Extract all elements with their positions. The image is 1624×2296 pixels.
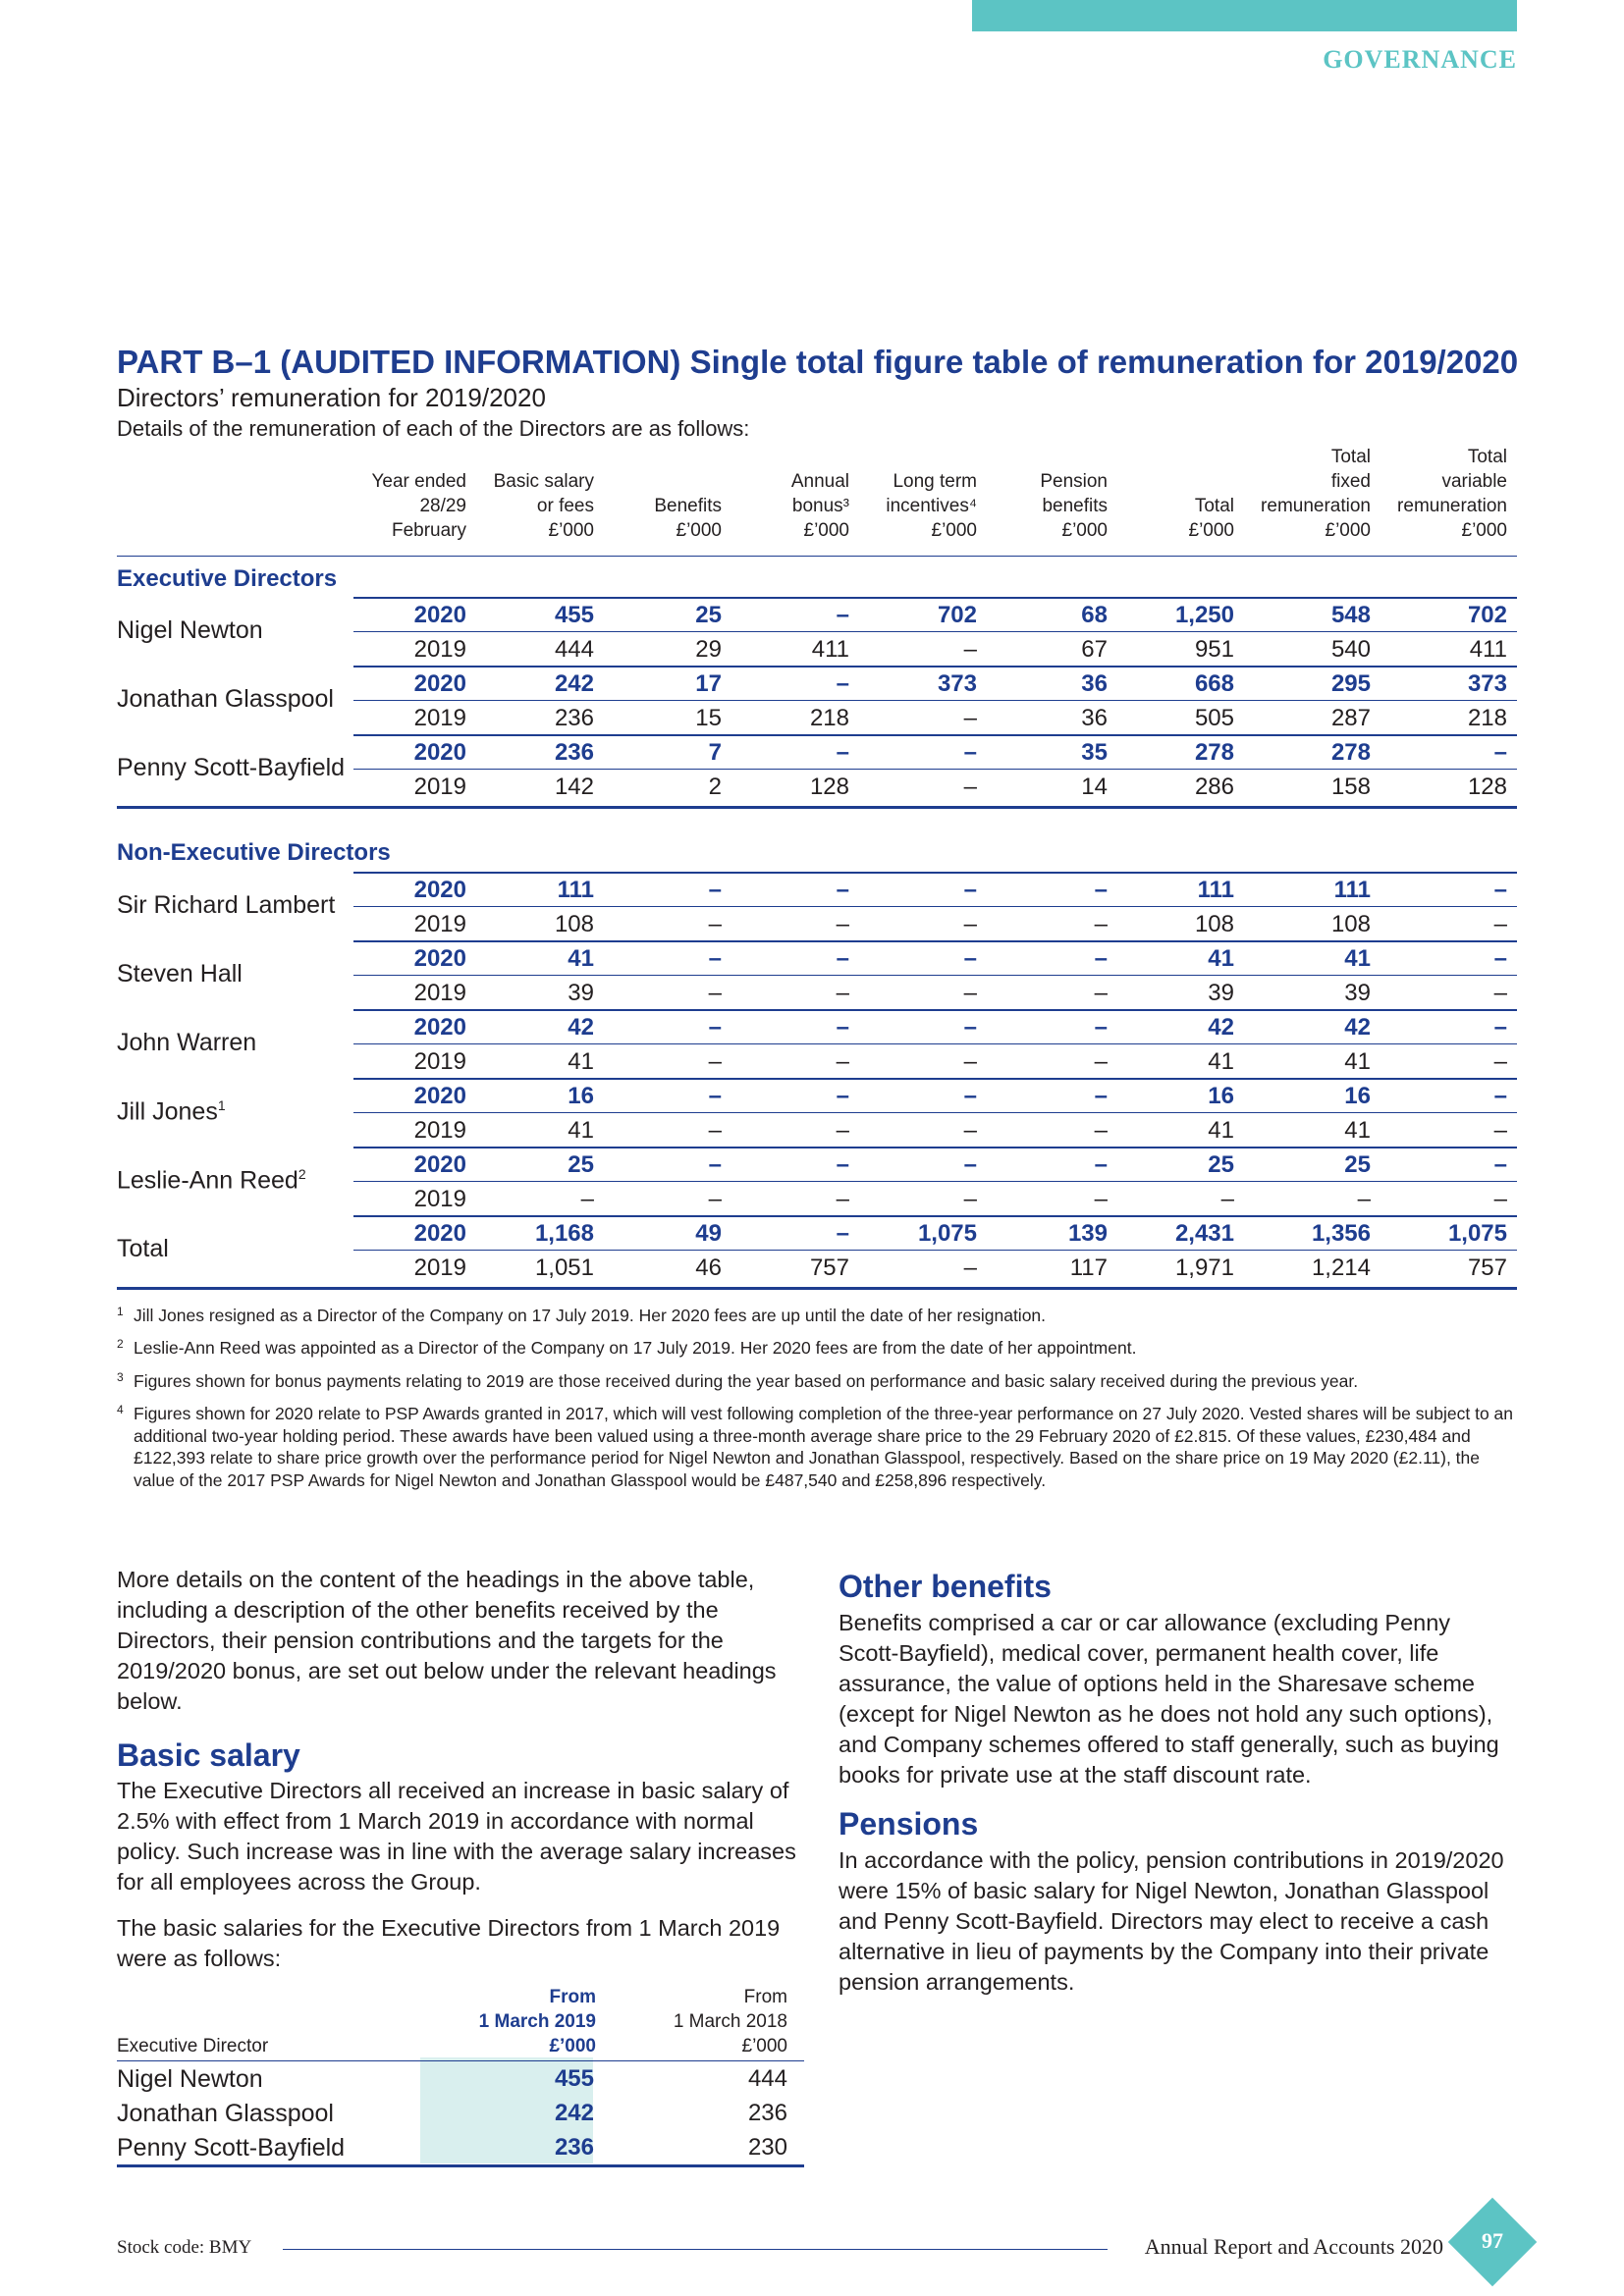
value-cell: 128 bbox=[1467, 774, 1507, 800]
value-cell: 41 bbox=[1208, 1048, 1234, 1075]
value-cell: 757 bbox=[809, 1255, 849, 1281]
value-cell: 1,250 bbox=[1174, 602, 1234, 628]
value-cell: 108 bbox=[1194, 911, 1234, 937]
value-cell: 287 bbox=[1330, 705, 1371, 731]
pensions-paragraph: In accordance with the policy, pension contributions in 2019/2020 were 15% of basic salary for Nigel Newton, Jonathan Glasspool and Penny Scott-Bayfield. Directors may elect to receive a cash alternative in lieu of payments by the Company into their private pension arrangements. bbox=[839, 1847, 1504, 1995]
value-cell: 36 bbox=[1081, 705, 1108, 731]
footnote-ref: 2 bbox=[298, 1166, 306, 1182]
value-cell: – bbox=[1357, 1186, 1371, 1212]
value-cell: 278 bbox=[1330, 739, 1371, 766]
part-heading: PART B–1 (AUDITED INFORMATION) Single total figure table of remuneration for 2019/2020 bbox=[117, 344, 1519, 380]
value-cell: – bbox=[1094, 1083, 1108, 1109]
value-cell: – bbox=[836, 877, 849, 903]
year-cell: 2020 bbox=[413, 1083, 466, 1109]
value-cell: 17 bbox=[695, 670, 722, 697]
value-cell: – bbox=[708, 980, 722, 1006]
year-cell: 2020 bbox=[413, 1014, 466, 1041]
value-cell: 117 bbox=[1069, 1255, 1108, 1281]
value-cell: 41 bbox=[1208, 1117, 1234, 1144]
value-cell: 951 bbox=[1194, 636, 1234, 663]
value-cell: – bbox=[836, 945, 849, 972]
year-cell: 2019 bbox=[413, 911, 466, 937]
director-name-text: Steven Hall bbox=[117, 960, 243, 988]
value-cell: 16 bbox=[1344, 1083, 1371, 1109]
value-cell: 236 bbox=[554, 705, 594, 731]
row-rule bbox=[353, 666, 1517, 667]
value-cell: 1,356 bbox=[1311, 1220, 1371, 1247]
value-cell: – bbox=[1493, 739, 1507, 766]
director-name bbox=[117, 616, 263, 645]
salary-current-value: 455 bbox=[554, 2065, 594, 2092]
table-header-rule bbox=[117, 556, 1517, 557]
value-cell: – bbox=[836, 739, 849, 766]
footnote-number: 2 bbox=[117, 1337, 124, 1351]
director-name bbox=[117, 685, 334, 714]
year-cell: 2019 bbox=[413, 1048, 466, 1075]
director-name-text: Penny Scott-Bayfield bbox=[117, 754, 346, 781]
value-cell: – bbox=[1094, 1117, 1108, 1144]
value-cell: – bbox=[1094, 877, 1108, 903]
salary-header-rule bbox=[117, 2060, 804, 2061]
value-cell: 42 bbox=[1344, 1014, 1371, 1041]
director-name-text: John Warren bbox=[117, 1029, 257, 1056]
row-mid-rule bbox=[353, 975, 1517, 976]
value-cell: – bbox=[708, 911, 722, 937]
value-cell: 41 bbox=[1344, 945, 1371, 972]
year-cell: 2020 bbox=[413, 602, 466, 628]
value-cell: 2 bbox=[708, 774, 722, 800]
value-cell: 25 bbox=[1344, 1151, 1371, 1178]
value-cell: 158 bbox=[1330, 774, 1371, 800]
row-mid-rule bbox=[353, 1043, 1517, 1044]
value-cell: – bbox=[963, 774, 977, 800]
value-cell: 16 bbox=[568, 1083, 594, 1109]
footnote-number: 3 bbox=[117, 1370, 124, 1384]
salary-current-value: 242 bbox=[554, 2100, 594, 2126]
year-cell: 2020 bbox=[413, 739, 466, 766]
value-cell: 505 bbox=[1194, 705, 1234, 731]
row-rule bbox=[353, 734, 1517, 736]
director-name bbox=[117, 960, 243, 988]
director-name bbox=[117, 1029, 256, 1057]
value-cell: 142 bbox=[554, 774, 594, 800]
section-label: GOVERNANCE bbox=[1323, 45, 1517, 74]
year-cell: 2019 bbox=[413, 1255, 466, 1281]
value-cell: – bbox=[836, 602, 849, 628]
director-name-text: Nigel Newton bbox=[117, 616, 263, 644]
value-cell: – bbox=[836, 1048, 849, 1075]
footnote-number: 4 bbox=[117, 1403, 124, 1416]
footnote-text: Jill Jones resigned as a Director of the Company on 17 July 2019. Her 2020 fees are up until the date of her resignation. bbox=[134, 1306, 1047, 1325]
value-cell: 1,075 bbox=[917, 1220, 977, 1247]
value-cell: – bbox=[708, 1186, 722, 1212]
year-cell: 2020 bbox=[413, 1151, 466, 1178]
row-rule bbox=[353, 940, 1517, 942]
footnote-number: 1 bbox=[117, 1305, 124, 1318]
row-mid-rule bbox=[353, 769, 1517, 770]
value-cell: – bbox=[963, 1186, 977, 1212]
value-cell: – bbox=[1094, 980, 1108, 1006]
basic-salary-paragraph-2: The basic salaries for the Executive Directors from 1 March 2019 were as follows: bbox=[117, 1915, 781, 1971]
value-cell: 108 bbox=[1330, 911, 1371, 937]
director-name-text: Total bbox=[117, 1235, 169, 1262]
value-cell: – bbox=[1493, 1048, 1507, 1075]
value-cell: 668 bbox=[1194, 670, 1234, 697]
year-cell: 2019 bbox=[413, 1186, 466, 1212]
value-cell: 14 bbox=[1081, 774, 1108, 800]
year-cell: 2019 bbox=[413, 980, 466, 1006]
footnote-text: Leslie-Ann Reed was appointed as a Director of the Company on 17 July 2019. Her 2020 fees are from the date of her appointment. bbox=[134, 1338, 1137, 1358]
value-cell: – bbox=[836, 670, 849, 697]
value-cell: 295 bbox=[1330, 670, 1371, 697]
value-cell: 128 bbox=[809, 774, 849, 800]
value-cell: 2,431 bbox=[1174, 1220, 1234, 1247]
value-cell: 242 bbox=[554, 670, 594, 697]
value-cell: 286 bbox=[1194, 774, 1234, 800]
value-cell: 46 bbox=[695, 1255, 722, 1281]
footer-stock-code: Stock code: BMY bbox=[117, 2237, 252, 2258]
row-rule bbox=[353, 872, 1517, 874]
value-cell: 218 bbox=[809, 705, 849, 731]
director-group-title: Executive Directors bbox=[117, 565, 338, 592]
value-cell: – bbox=[580, 1186, 594, 1212]
director-name bbox=[117, 1235, 169, 1263]
footnote-text: Figures shown for bonus payments relating to 2019 are those received during the year based on performance and basic salary received during the previous year. bbox=[134, 1371, 1359, 1391]
value-cell: 49 bbox=[695, 1220, 722, 1247]
value-cell: – bbox=[963, 980, 977, 1006]
director-name-text: Sir Richard Lambert bbox=[117, 891, 336, 919]
value-cell: – bbox=[963, 877, 977, 903]
column-header: Annual bonus³ £’000 bbox=[790, 471, 849, 541]
other-benefits-paragraph: Benefits comprised a car or car allowance (excluding Penny Scott-Bayfield), medical cover, permanent health cover, life assurance, the value of options held in the Sharesave scheme (except for Nigel Newton as he does not hold any such options), and Company schemes offered to staff generally, such as buying books for private use at the staff discount rate. bbox=[839, 1610, 1499, 1788]
year-cell: 2019 bbox=[413, 774, 466, 800]
value-cell: – bbox=[1220, 1186, 1234, 1212]
value-cell: – bbox=[1493, 980, 1507, 1006]
footnote bbox=[117, 1403, 1521, 1491]
value-cell: – bbox=[1094, 1048, 1108, 1075]
year-cell: 2019 bbox=[413, 1117, 466, 1144]
value-cell: 29 bbox=[695, 636, 722, 663]
row-rule bbox=[353, 597, 1517, 599]
salary-director-name: Penny Scott-Bayfield bbox=[117, 2134, 346, 2162]
value-cell: – bbox=[836, 1083, 849, 1109]
value-cell: – bbox=[963, 945, 977, 972]
row-rule bbox=[353, 1009, 1517, 1011]
value-cell: – bbox=[708, 1151, 722, 1178]
table-bottom-rule bbox=[117, 1287, 1517, 1290]
footnote bbox=[117, 1337, 1521, 1360]
value-cell: – bbox=[963, 911, 977, 937]
value-cell: – bbox=[963, 739, 977, 766]
value-cell: 373 bbox=[1467, 670, 1507, 697]
value-cell: 41 bbox=[568, 945, 594, 972]
value-cell: 548 bbox=[1330, 602, 1371, 628]
value-cell: 1,214 bbox=[1311, 1255, 1371, 1281]
value-cell: 278 bbox=[1194, 739, 1234, 766]
value-cell: 702 bbox=[937, 602, 977, 628]
value-cell: 35 bbox=[1081, 739, 1108, 766]
value-cell: 39 bbox=[1208, 980, 1234, 1006]
value-cell: – bbox=[963, 1014, 977, 1041]
footer-report-title: Annual Report and Accounts 2020 bbox=[1144, 2234, 1443, 2259]
value-cell: – bbox=[963, 1117, 977, 1144]
value-cell: – bbox=[836, 1117, 849, 1144]
value-cell: 39 bbox=[1344, 980, 1371, 1006]
salary-col-label: Executive Director bbox=[117, 2036, 269, 2056]
value-cell: 39 bbox=[568, 980, 594, 1006]
value-cell: – bbox=[1493, 1117, 1507, 1144]
row-rule bbox=[353, 1147, 1517, 1148]
director-name bbox=[117, 754, 345, 782]
value-cell: 1,051 bbox=[534, 1255, 594, 1281]
value-cell: 373 bbox=[937, 670, 977, 697]
director-name bbox=[117, 1097, 226, 1126]
value-cell: – bbox=[836, 1151, 849, 1178]
basic-salary-paragraph: The Executive Directors all received an increase in basic salary of 2.5% with effect from 1 March 2019 in accordance with normal policy. Such increase was in line with the average salary increases for all employees across the Group. bbox=[117, 1778, 796, 1895]
value-cell: – bbox=[708, 1014, 722, 1041]
director-name bbox=[117, 1166, 306, 1195]
salary-col-current: From 1 March 2019 £’000 bbox=[478, 1987, 596, 2056]
value-cell: – bbox=[1493, 1151, 1507, 1178]
value-cell: – bbox=[836, 980, 849, 1006]
salary-col-previous: From 1 March 2018 £’000 bbox=[673, 1987, 787, 2056]
column-header: Total variable remuneration £’000 bbox=[1397, 447, 1507, 541]
value-cell: – bbox=[1493, 1186, 1507, 1212]
column-header: Benefits £’000 bbox=[654, 496, 722, 541]
page-number: 97 bbox=[1482, 2228, 1503, 2253]
year-cell: 2019 bbox=[413, 636, 466, 663]
table-section-rule bbox=[117, 806, 1517, 809]
director-name-text: Jill Jones bbox=[117, 1097, 218, 1126]
value-cell: – bbox=[963, 1048, 977, 1075]
other-benefits-heading: Other benefits bbox=[839, 1569, 1052, 1604]
year-cell: 2020 bbox=[413, 670, 466, 697]
value-cell: 42 bbox=[568, 1014, 594, 1041]
row-rule bbox=[353, 1078, 1517, 1080]
value-cell: – bbox=[708, 1117, 722, 1144]
value-cell: 25 bbox=[695, 602, 722, 628]
year-cell: 2020 bbox=[413, 1220, 466, 1247]
value-cell: 1,168 bbox=[534, 1220, 594, 1247]
row-mid-rule bbox=[353, 700, 1517, 701]
value-cell: 411 bbox=[1469, 636, 1507, 663]
pensions-heading: Pensions bbox=[839, 1806, 979, 1842]
value-cell: – bbox=[963, 1151, 977, 1178]
value-cell: 1,971 bbox=[1174, 1255, 1234, 1281]
director-name-text: Leslie-Ann Reed bbox=[117, 1166, 298, 1195]
value-cell: 411 bbox=[811, 636, 849, 663]
salary-previous-value: 444 bbox=[747, 2065, 787, 2092]
value-cell: – bbox=[836, 1186, 849, 1212]
value-cell: – bbox=[836, 1220, 849, 1247]
value-cell: 41 bbox=[568, 1048, 594, 1075]
footnote bbox=[117, 1370, 1521, 1393]
row-mid-rule bbox=[353, 1250, 1517, 1251]
value-cell: – bbox=[708, 877, 722, 903]
value-cell: – bbox=[1493, 945, 1507, 972]
value-cell: 68 bbox=[1081, 602, 1108, 628]
value-cell: – bbox=[963, 705, 977, 731]
row-mid-rule bbox=[353, 1181, 1517, 1182]
value-cell: – bbox=[836, 1014, 849, 1041]
value-cell: – bbox=[1493, 1014, 1507, 1041]
value-cell: 67 bbox=[1081, 636, 1108, 663]
salary-previous-value: 236 bbox=[747, 2100, 787, 2126]
year-cell: 2019 bbox=[413, 705, 466, 731]
value-cell: 25 bbox=[568, 1151, 594, 1178]
value-cell: – bbox=[963, 1255, 977, 1281]
value-cell: 540 bbox=[1330, 636, 1371, 663]
value-cell: 15 bbox=[695, 705, 722, 731]
director-group-title: Non-Executive Directors bbox=[117, 839, 391, 866]
row-mid-rule bbox=[353, 906, 1517, 907]
column-header: Total £’000 bbox=[1188, 496, 1234, 541]
left-intro-paragraph: More details on the content of the headings in the above table, including a description of the other benefits received by the Directors, their pension contributions and the targets for the 2019/2020 bonus, are set out below under the relevant headings below. bbox=[117, 1567, 777, 1714]
value-cell: 25 bbox=[1208, 1151, 1234, 1178]
footer-rule bbox=[283, 2249, 1108, 2250]
value-cell: 455 bbox=[554, 602, 594, 628]
sub-heading: Directors’ remuneration for 2019/2020 bbox=[117, 383, 546, 412]
value-cell: – bbox=[708, 945, 722, 972]
value-cell: 7 bbox=[708, 739, 722, 766]
value-cell: 41 bbox=[1344, 1048, 1371, 1075]
column-header: Basic salary or fees £’000 bbox=[493, 471, 594, 541]
director-name bbox=[117, 891, 335, 920]
row-mid-rule bbox=[353, 1112, 1517, 1113]
salary-director-name: Nigel Newton bbox=[117, 2065, 263, 2093]
value-cell: – bbox=[708, 1048, 722, 1075]
value-cell: – bbox=[1493, 911, 1507, 937]
value-cell: 16 bbox=[1208, 1083, 1234, 1109]
column-header: Total fixed remuneration £’000 bbox=[1261, 447, 1371, 541]
value-cell: 1,075 bbox=[1447, 1220, 1507, 1247]
value-cell: – bbox=[1094, 1014, 1108, 1041]
value-cell: 757 bbox=[1467, 1255, 1507, 1281]
salary-bottom-rule bbox=[117, 2164, 804, 2167]
footnote-text: Figures shown for 2020 relate to PSP Awards granted in 2017, which will vest following completion of the three-year performance on 27 July 2020. Vested shares will be subject to an additional two-year holding period. These awards have been valued using a three-month average share price to the 29 February 2020 of £2.815. Of these values, £230,484 and £122,393 relate to share price growth over the performance period for Nigel Newton and Jonathan Glasspool, respectively. Based on the share price on 19 May 2020 (£2.11), the value of the 2017 PSP Awards for Nigel Newton and Jonathan Glasspool would be £487,540 and £258,896 respectively. bbox=[134, 1404, 1514, 1490]
value-cell: – bbox=[1493, 1083, 1507, 1109]
value-cell: – bbox=[1094, 1151, 1108, 1178]
value-cell: – bbox=[836, 911, 849, 937]
column-header: Pension benefits £’000 bbox=[1040, 471, 1108, 541]
row-rule bbox=[353, 1215, 1517, 1217]
top-accent-bar bbox=[972, 0, 1517, 31]
value-cell: – bbox=[1094, 945, 1108, 972]
value-cell: 139 bbox=[1067, 1220, 1108, 1247]
salary-current-value: 236 bbox=[554, 2134, 594, 2161]
value-cell: – bbox=[1094, 911, 1108, 937]
year-cell: 2020 bbox=[413, 877, 466, 903]
value-cell: 702 bbox=[1467, 602, 1507, 628]
column-header: Long term incentives⁴ £’000 bbox=[886, 471, 977, 541]
value-cell: 41 bbox=[568, 1117, 594, 1144]
value-cell: – bbox=[1493, 877, 1507, 903]
value-cell: – bbox=[963, 1083, 977, 1109]
value-cell: 111 bbox=[1197, 877, 1234, 903]
value-cell: 42 bbox=[1208, 1014, 1234, 1041]
footnote-ref: 1 bbox=[217, 1097, 226, 1113]
salary-previous-value: 230 bbox=[747, 2134, 787, 2161]
value-cell: – bbox=[708, 1083, 722, 1109]
director-name-text: Jonathan Glasspool bbox=[117, 685, 334, 713]
year-cell: 2020 bbox=[413, 945, 466, 972]
basic-salary-heading: Basic salary bbox=[117, 1737, 300, 1773]
value-cell: – bbox=[1094, 1186, 1108, 1212]
value-cell: 41 bbox=[1208, 945, 1234, 972]
value-cell: 111 bbox=[557, 877, 594, 903]
value-cell: 111 bbox=[1333, 877, 1371, 903]
value-cell: 236 bbox=[554, 739, 594, 766]
row-mid-rule bbox=[353, 631, 1517, 632]
column-header: Year ended 28/29 February bbox=[371, 471, 466, 541]
value-cell: 218 bbox=[1467, 705, 1507, 731]
value-cell: 36 bbox=[1081, 670, 1108, 697]
value-cell: – bbox=[963, 636, 977, 663]
footnote bbox=[117, 1305, 1521, 1327]
value-cell: 444 bbox=[554, 636, 594, 663]
intro-text: Details of the remuneration of each of the Directors are as follows: bbox=[117, 416, 750, 441]
value-cell: 41 bbox=[1344, 1117, 1371, 1144]
value-cell: 108 bbox=[554, 911, 594, 937]
salary-director-name: Jonathan Glasspool bbox=[117, 2100, 334, 2127]
